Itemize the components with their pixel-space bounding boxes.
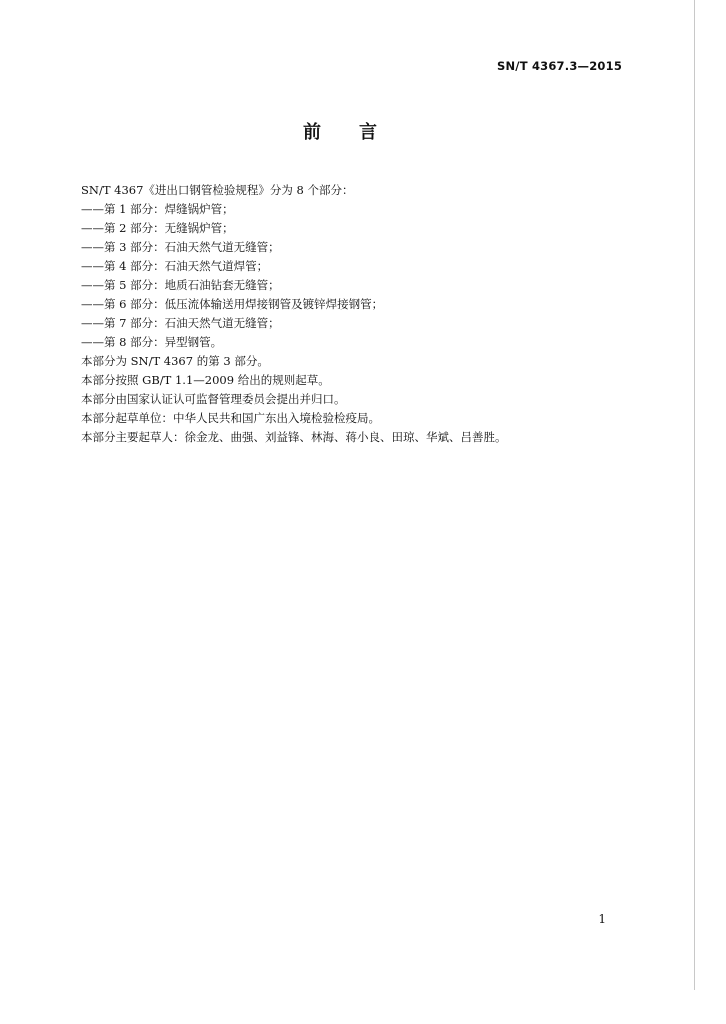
list-item-part-6: ——第 6 部分：低压流体输送用焊接钢管及镀锌焊接钢管； bbox=[81, 297, 384, 311]
proposer-statement: 本部分由国家认证认可监督管理委员会提出并归口。 bbox=[81, 392, 346, 406]
drafting-rules-statement: 本部分按照 GB/T 1.1—2009 给出的规则起草。 bbox=[81, 373, 330, 387]
list-item-part-7: ——第 7 部分：石油天然气道无缝管； bbox=[81, 316, 280, 330]
list-item-part-8: ——第 8 部分：异型钢管。 bbox=[81, 335, 223, 349]
page-edge-divider bbox=[694, 0, 695, 990]
intro-line: SN/T 4367《进出口钢管检验规程》分为 8 个部分： bbox=[81, 183, 354, 197]
list-item-part-3: ——第 3 部分：石油天然气道无缝管； bbox=[81, 240, 280, 254]
drafters-statement: 本部分主要起草人：徐金龙、曲强、刘益锋、林海、蒋小良、田琼、华斌、吕善胜。 bbox=[81, 430, 507, 444]
list-item-part-2: ——第 2 部分：无缝锅炉管； bbox=[81, 221, 234, 235]
list-item-part-1: ——第 1 部分：焊缝锅炉管； bbox=[81, 202, 234, 216]
list-item-part-4: ——第 4 部分：石油天然气道焊管； bbox=[81, 259, 269, 273]
part-statement: 本部分为 SN/T 4367 的第 3 部分。 bbox=[81, 354, 269, 368]
drafting-unit-statement: 本部分起草单位：中华人民共和国广东出入境检验检疫局。 bbox=[81, 411, 380, 425]
page-number: 1 bbox=[598, 912, 606, 926]
foreword-body bbox=[81, 181, 641, 447]
page-title: 前言 bbox=[303, 122, 415, 143]
list-item-part-5: ——第 5 部分：地质石油钻套无缝管； bbox=[81, 278, 280, 292]
document-number: SN/T 4367.3—2015 bbox=[497, 59, 623, 73]
